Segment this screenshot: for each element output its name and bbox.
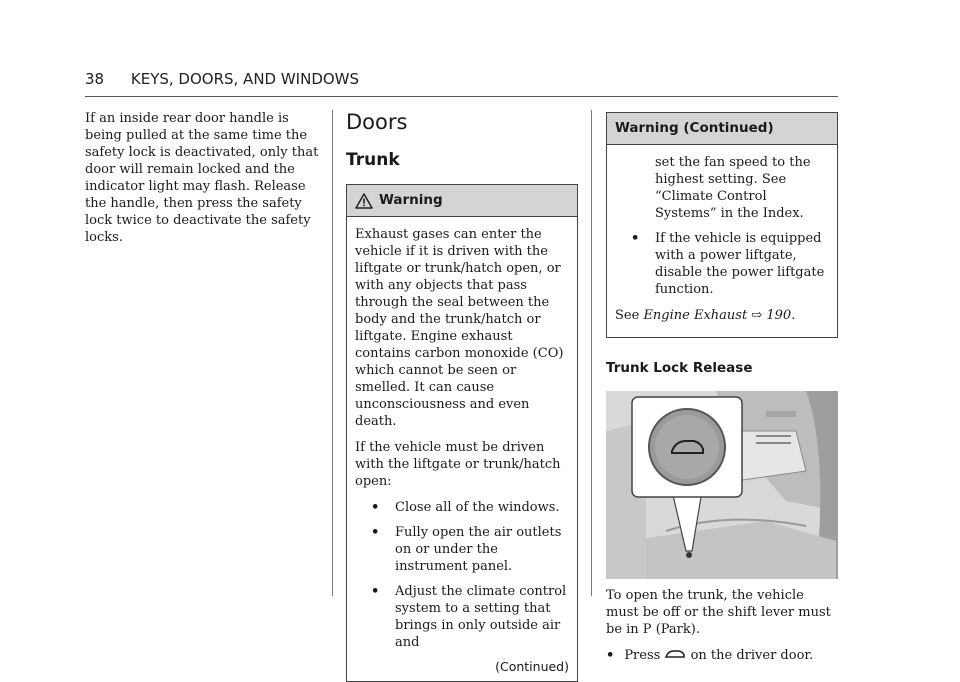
column-divider <box>591 110 592 596</box>
bullet-glyph: • <box>371 500 380 515</box>
see-page: 190 <box>762 308 792 323</box>
see-suffix: . <box>791 308 796 323</box>
bullet-text: Fully open the air outlets on or under the instrument panel. <box>395 525 562 574</box>
warning-box <box>346 184 578 682</box>
heading-trunk: Trunk <box>346 150 400 170</box>
warning-title: Warning <box>379 192 443 208</box>
warning-continued-box <box>606 112 838 338</box>
bullet-text: Adjust the climate control system to a setting that brings in only outside air and <box>395 584 567 650</box>
bullet-glyph: • <box>631 231 640 246</box>
see-prefix: See <box>615 308 644 323</box>
list-item <box>355 524 569 575</box>
section-title: KEYS, DOORS, AND WINDOWS <box>130 70 360 88</box>
warning-continued-text: set the fan speed to the highest setting. See “Climate Control Systems” in the Index. <box>655 155 811 221</box>
list-item <box>615 230 829 298</box>
heading-trunk-lock-release: Trunk Lock Release <box>606 360 753 376</box>
column-left <box>85 110 320 255</box>
page-header <box>85 70 838 97</box>
safety-lock-paragraph: If an inside rear door handle is being pulled at the same time the safety lock is deactivated, only that door will remain locked and the indicator light may flash. Release the handle, then press the safety lock twice to deactivate the safety locks. <box>85 111 319 245</box>
press-suffix: on the driver door. <box>686 648 814 663</box>
warning-continued-list <box>615 230 829 298</box>
press-instruction <box>606 647 838 664</box>
bullet-glyph: • <box>371 525 380 540</box>
bullet-text: If the vehicle is equipped with a power liftgate, disable the power liftgate function. <box>655 231 825 297</box>
page-ref-icon: ⇨ <box>747 308 763 323</box>
column-right <box>606 112 838 673</box>
column-middle <box>346 110 578 682</box>
bullet-text: Close all of the windows. <box>395 500 560 515</box>
warning-triangle-icon <box>355 193 373 209</box>
warning-continued-body <box>607 145 837 337</box>
list-item <box>355 499 569 516</box>
heading-doors: Doors <box>346 110 408 134</box>
see-ref-link[interactable]: Engine Exhaust <box>643 308 748 323</box>
warning-paragraph-2: If the vehicle must be driven with the liftgate or trunk/hatch open: <box>355 440 561 489</box>
trunk-open-paragraph: To open the trunk, the vehicle must be off or the shift lever must be in P (Park). <box>606 588 831 637</box>
warning-paragraph-1: Exhaust gases can enter the vehicle if it is driven with the liftgate or trunk/hatch open, or with any objects that pass through the seal between the body and the trunk/hatch or liftgate. Engine exhaust contains carbon monoxide (CO) which cannot be seen or smelled. It can cause unconsciousness and even death. <box>355 227 564 429</box>
warning-body <box>347 217 577 681</box>
trunk-release-icon <box>664 648 686 660</box>
door-trunk-release-photo <box>606 391 838 579</box>
continued-label: (Continued) <box>495 659 569 674</box>
press-prefix: Press <box>624 648 665 663</box>
bullet-glyph: • <box>371 584 380 599</box>
page-number: 38 <box>85 70 105 88</box>
list-item <box>355 583 569 651</box>
warning-bullet-list <box>355 499 569 651</box>
column-divider <box>332 110 333 596</box>
warning-header <box>347 185 577 217</box>
warning-continued-header: Warning (Continued) <box>607 113 837 145</box>
bullet-glyph: • <box>606 648 615 663</box>
see-reference <box>615 307 829 324</box>
